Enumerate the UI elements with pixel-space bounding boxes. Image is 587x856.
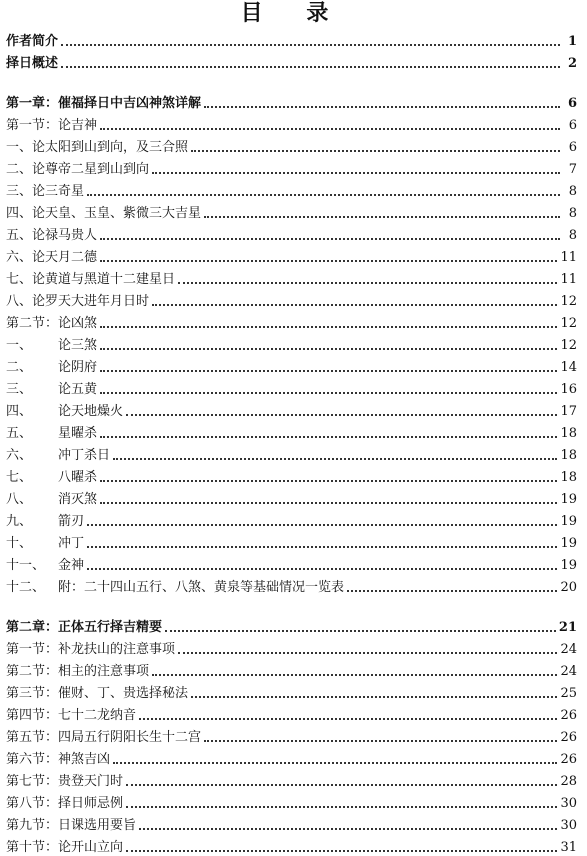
dot-leader [139,828,557,830]
toc-entry-page-number: 24 [560,642,577,657]
toc-entry [6,422,577,442]
toc-entry [6,268,577,288]
dot-leader [100,502,557,504]
toc-entry-title: 论阴府 [58,360,98,375]
toc-entry-title: 正体五行择吉精要 [58,620,163,635]
toc-entry-number: 第二节： [6,316,59,331]
toc-entry [6,114,577,134]
toc-entry-title: 金神 [58,558,85,573]
toc-entry-number: 十一、 [6,558,46,573]
toc-entry [6,136,577,156]
toc-entry [6,704,577,724]
toc-entry [6,660,577,680]
dot-leader [87,524,557,526]
toc-entry-page-number: 21 [558,620,577,635]
toc-entry-number: 四、 [6,206,33,221]
toc-entry-title: 四局五行阴阳长生十二宫 [58,730,202,745]
toc-entry-number: 第二章： [6,620,59,635]
toc-entry-number: 第八节： [6,796,59,811]
toc-entry-page-number: 14 [560,360,577,375]
toc-entry [6,52,577,72]
toc-entry-number: 第二节： [6,664,59,679]
toc-entry [6,30,577,50]
toc-entry-title: 择日师忌例 [58,796,124,811]
dot-leader [61,66,560,68]
toc-entry-number: 第九节： [6,818,59,833]
toc-entry [6,312,577,332]
toc-entry-title: 论开山立向 [58,840,124,855]
toc-entry-title: 论罗天大进年月日时 [32,294,150,309]
toc-entry-title: 日课选用要旨 [58,818,137,833]
toc-entry-page-number: 1 [567,34,577,49]
toc-entry-page-number: 8 [568,228,577,243]
toc-entry-page-number: 8 [568,184,577,199]
toc-entry-title: 补龙扶山的注意事项 [58,642,176,657]
toc-entry-page-number: 20 [560,580,577,595]
toc-entry-page-number: 19 [560,514,577,529]
dot-leader [61,44,560,46]
dot-leader [347,590,557,592]
toc-entry [6,616,577,636]
toc-entry-page-number: 19 [560,558,577,573]
dot-leader [204,740,557,742]
toc-entry-title: 论五黄 [58,382,98,397]
toc-entry-number: 第五节： [6,730,59,745]
toc-entry-title: 择日概述 [6,56,59,71]
toc-entry-page-number: 18 [560,448,577,463]
toc-entry [6,444,577,464]
toc-entry [6,400,577,420]
toc-entry-page-number: 31 [560,840,577,855]
toc-entry-number: 第四节： [6,708,59,723]
toc-entry-title: 论尊帝二星到山到向 [32,162,150,177]
toc-entry [6,246,577,266]
toc-entry-title: 附：二十四山五行、八煞、黄泉等基础情况一览表 [58,580,345,595]
toc-entry-number: 第一章： [6,96,59,111]
toc-entry [6,334,577,354]
dot-leader [87,568,557,570]
toc-entry [6,180,577,200]
toc-entry-number: 五、 [6,426,33,441]
toc-entry-page-number: 28 [560,774,577,789]
toc-entry-number: 第十节： [6,840,59,855]
toc-entry [6,576,577,596]
toc-entry-number: 一、 [6,338,33,353]
dot-leader [126,850,557,852]
toc-entry-title: 论三煞 [58,338,98,353]
toc-entry [6,466,577,486]
toc-entry [6,290,577,310]
toc-entry [6,726,577,746]
dot-leader [87,194,560,196]
toc-entry [6,836,577,856]
toc-entry-page-number: 6 [567,96,577,111]
toc-entry [6,814,577,834]
toc-entry-page-number: 2 [567,56,577,71]
toc-entry-page-number: 19 [560,536,577,551]
toc-entry-title: 冲丁杀日 [58,448,111,463]
toc-entry-page-number: 7 [568,162,577,177]
toc-entry-page-number: 19 [560,492,577,507]
toc-entry-title: 相主的注意事项 [58,664,150,679]
toc-entry-page-number: 12 [560,338,577,353]
toc-entry [6,158,577,178]
toc-entry-page-number: 6 [568,118,577,133]
dot-leader [191,150,560,152]
toc-entry-page-number: 16 [560,382,577,397]
toc-entry-title: 作者简介 [6,34,59,49]
toc-entry-number: 三、 [6,382,33,397]
dot-leader [152,172,560,174]
toc-entry-page-number: 25 [560,686,577,701]
dot-leader [178,652,557,654]
toc-entry-page-number: 18 [560,470,577,485]
dot-leader [113,458,557,460]
toc-entry-number: 九、 [6,514,33,529]
dot-leader [165,630,556,632]
toc-entry-number: 十、 [6,536,33,551]
toc-entry-number: 四、 [6,404,33,419]
dot-leader [87,546,557,548]
toc-entry-title: 星曜杀 [58,426,98,441]
toc-entry-title: 催福择日中吉凶神煞详解 [58,96,202,111]
toc-entry-number: 七、 [6,272,33,287]
toc-entry-title: 论黄道与黑道十二建星日 [32,272,176,287]
toc-entry [6,532,577,552]
toc-entry-title: 七十二龙纳音 [58,708,137,723]
dot-leader [113,762,557,764]
dot-leader [204,106,560,108]
toc-entry [6,92,577,112]
dot-leader [100,392,557,394]
toc-entry-title: 论太阳到山到向，及三合照 [32,140,189,155]
toc-entry-number: 二、 [6,162,33,177]
dot-leader [204,216,560,218]
toc-entry [6,356,577,376]
toc-entry-title: 论天月二德 [32,250,98,265]
toc-entry-title: 催财、丁、贵选择秘法 [58,686,189,701]
dot-leader [100,260,557,262]
toc-entry [6,510,577,530]
toc-entry-number: 五、 [6,228,33,243]
toc-entry-page-number: 17 [560,404,577,419]
toc-entry-title: 箭刃 [58,514,85,529]
toc-entry-title: 论天皇、玉皇、紫微三大吉星 [32,206,202,221]
toc-entry-title: 冲丁 [58,536,85,551]
toc-entry [6,748,577,768]
toc-entry-page-number: 12 [560,294,577,309]
toc-entry-number: 二、 [6,360,33,375]
toc-entry-page-number: 8 [568,206,577,221]
toc-entry-number: 第一节： [6,642,59,657]
toc-entry [6,554,577,574]
toc-entry-number: 第七节： [6,774,59,789]
toc-entry-number: 八、 [6,492,33,507]
toc-entry-page-number: 30 [560,796,577,811]
toc-entry-page-number: 11 [560,250,577,265]
toc-entry [6,224,577,244]
toc-entry-title: 论禄马贵人 [32,228,98,243]
dot-leader [126,784,557,786]
dot-leader [126,806,557,808]
toc-entry-number: 三、 [6,184,33,199]
toc-entry-title: 论天地燥火 [58,404,124,419]
toc-entry [6,488,577,508]
toc-entry [6,770,577,790]
toc-entry-number: 八、 [6,294,33,309]
toc-entry-number: 第三节： [6,686,59,701]
dot-leader [191,696,557,698]
dot-leader [100,480,557,482]
dot-leader [100,348,557,350]
toc-entry-number: 一、 [6,140,33,155]
toc-entry [6,378,577,398]
toc-entry-page-number: 30 [560,818,577,833]
toc-entry-page-number: 26 [560,752,577,767]
toc-entry-title: 神煞吉凶 [58,752,111,767]
toc-entry-number: 七、 [6,470,33,485]
toc-entry-page-number: 6 [568,140,577,155]
toc-entry-number: 六、 [6,448,33,463]
toc-entry-page-number: 18 [560,426,577,441]
toc-entry-number: 第六节： [6,752,59,767]
toc-entry-number: 第一节： [6,118,59,133]
toc-entry-page-number: 26 [560,708,577,723]
dot-leader [100,326,557,328]
toc-entry [6,682,577,702]
page-title: 目 录 [240,0,347,26]
toc-entry [6,638,577,658]
toc-entry-number: 六、 [6,250,33,265]
dot-leader [152,674,557,676]
toc-entry-title: 论三奇星 [32,184,85,199]
toc-entry-title: 论吉神 [58,118,98,133]
dot-leader [152,304,557,306]
toc-entry-title: 论凶煞 [58,316,98,331]
toc-entry-title: 八曜杀 [58,470,98,485]
dot-leader [100,370,557,372]
toc-entry-page-number: 24 [560,664,577,679]
toc-entry [6,792,577,812]
toc-entry-page-number: 11 [560,272,577,287]
dot-leader [100,238,560,240]
toc-entry-title: 贵登天门时 [58,774,124,789]
dot-leader [100,128,560,130]
dot-leader [178,282,557,284]
toc-entry-number: 十二、 [6,580,46,595]
dot-leader [100,436,557,438]
toc-entry-title: 消灭煞 [58,492,98,507]
dot-leader [139,718,557,720]
dot-leader [126,414,557,416]
toc-entry-page-number: 26 [560,730,577,745]
toc-entry [6,202,577,222]
toc-entry-page-number: 12 [560,316,577,331]
